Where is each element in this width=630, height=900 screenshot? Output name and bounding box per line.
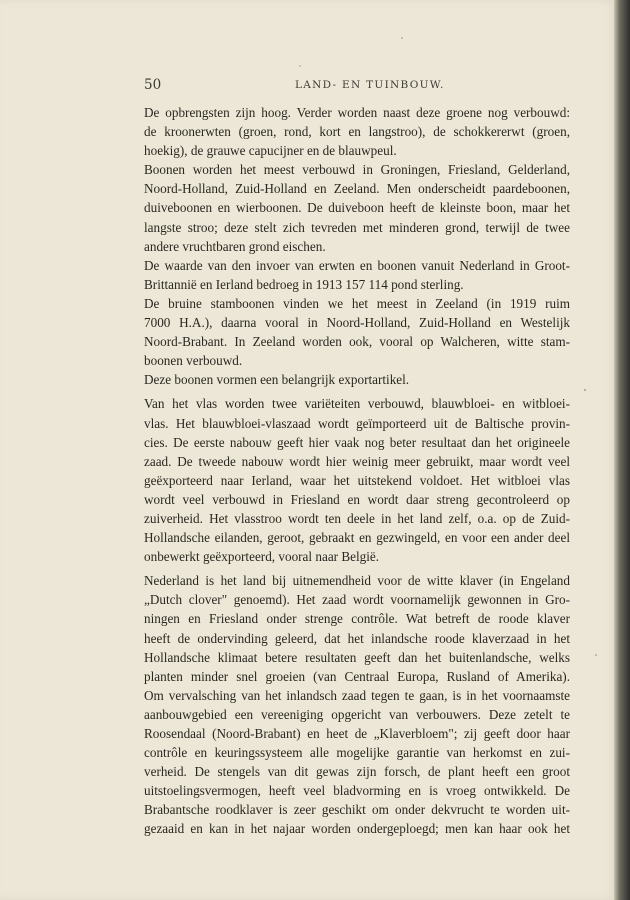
text-line: 7000 H.A.), daarna vooral in Noord-Holland, Zuid-Holland en Westelijk (144, 315, 570, 331)
text-line: andere vruchtbaren grond eischen. (144, 238, 326, 254)
text-line: langste stroo; deze stelt zich tevreden met minderen grond, terwijl de twee (144, 219, 570, 235)
running-head: LAND- EN TUINBOUW. (295, 79, 445, 91)
page-header (144, 77, 570, 95)
text-line: Hollandsche eilanden, geroot, gebraakt en gezwingeld, en voor een ander deel (144, 530, 570, 546)
text-line: Brabantsche roodklaver is zeer geschikt om onder dekvrucht te worden uit- (144, 802, 570, 818)
text-line: De bruine stamboonen vinden we het meest in Zeeland (in 1919 ruim (144, 295, 570, 311)
paper-speck (401, 37, 403, 39)
text-line: gezaaid en kan in het najaar worden ondergeploegd; men kan haar ook het (144, 821, 570, 837)
text-line: zaad. De tweede nabouw wordt hier weinig meer gebruikt, maar wordt veel (144, 453, 570, 469)
text-line: „Dutch clover" genoemd). Het zaad wordt voornamelijk gewonnen in Gro- (144, 592, 570, 608)
text-line: Noord-Holland, Zuid-Holland en Zeeland. Men onderscheidt paardeboonen, (144, 181, 570, 197)
text-line: uitstoelingsvermogen, heeft veel bladvorming en is vroeg ontwikkeld. De (144, 783, 570, 799)
text-line: De waarde van den invoer van erwten en boonen vanuit Nederland in Groot- (144, 257, 570, 273)
text-line: heeft de ondervinding geleerd, dat het inlandsche roode klaverzaad in het (144, 630, 570, 646)
paper-speck (595, 654, 597, 656)
text-line: zuiverheid. Het vlasstroo wordt ten deele in het land zelf, o.a. op de Zuid- (144, 510, 570, 526)
text-line: Brittannië en Ierland bedroeg in 1913 157 114 pond sterling. (144, 276, 464, 292)
paper-speck (299, 65, 300, 66)
paper-speck (584, 389, 586, 391)
text-line: geëxporteerd naar Ierland, waar het uitstekend voldoet. Het witbloei vlas (144, 472, 570, 488)
text-line: Roosendaal (Noord-Brabant) en heet de „Klaverbloem"; zij geeft door haar (144, 726, 570, 741)
text-line: verheid. De stengels van dit gewas zijn forsch, de plant heeft een groot (144, 764, 570, 780)
text-line: Van het vlas worden twee variëteiten verbouwd, blauwbloei- en witbloei- (144, 396, 570, 412)
text-line: cies. De eerste nabouw geeft hier vaak nog beter resultaat dan het origineele (144, 434, 570, 450)
text-line: De opbrengsten zijn hoog. Verder worden naast deze groene nog verbouwd: (144, 105, 570, 120)
text-line: boonen verbouwd. (144, 353, 243, 369)
paragraph (144, 103, 570, 389)
page-edge (614, 0, 630, 900)
page-number: 50 (144, 77, 162, 93)
text-line: onbewerkt geëxporteerd, vooral naar België. (144, 549, 380, 565)
paragraph (144, 394, 570, 566)
text-line: wordt veel verbouwd in Friesland en wordt daar streng gecontroleerd op (144, 491, 570, 507)
text-line: Om vervalsching van het inlandsch zaad tegen te gaan, is in het voornaamste (144, 687, 570, 703)
text-line: hoekig), de grauwe capucijner en de blauwpeul. (144, 143, 397, 159)
text-line: Deze boonen vormen een belangrijk exportartikel. (144, 372, 410, 388)
text-line: planten minder snel groeien (van Centraal Europa, Rusland of Amerika). (144, 668, 570, 684)
text-line: Hollandsche klimaat betere resultaten geeft dan het buitenlandsche, welks (144, 649, 570, 665)
text-line: duiveboonen en wierboonen. De duiveboon heeft de kleinste boon, maar het (144, 200, 570, 216)
text-line: Boonen worden het meest verbouwd in Groningen, Friesland, Gelderland, (144, 162, 570, 178)
text-line: Noord-Brabant. In Zeeland worden ook, vooral op Walcheren, witte stam- (144, 334, 570, 350)
text-line: ningen en Friesland onder strenge contrôle. Wat betreft de roode klaver (144, 611, 570, 627)
text-line: aanbouwgebied een vereeniging opgericht van verbouwers. Deze zetelt te (144, 706, 570, 722)
body-text (144, 103, 570, 839)
text-line: Nederland is het land bij uitnemendheid voor de witte klaver (in Engeland (144, 573, 570, 589)
paragraph (144, 571, 570, 838)
text-line: contrôle en keuringssysteem alle mogelijke garantie van herkomst en zui- (144, 745, 570, 761)
text-line: de kroonerwten (groen, rond, kort en langstroo), de schokkererwt (groen, (144, 124, 570, 140)
text-line: vlas. Het blauwbloei-vlaszaad wordt geïmporteerd uit de Baltische provin- (144, 415, 570, 431)
